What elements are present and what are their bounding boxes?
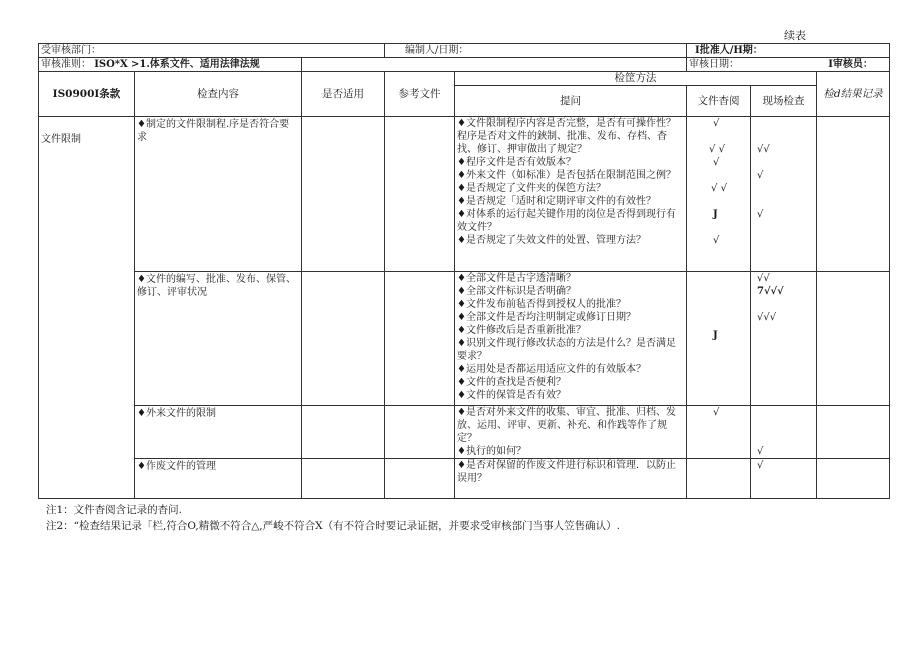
question-item: ♦文件的查找是否便利？	[457, 377, 566, 388]
criteria-label: 审核准则：	[41, 59, 91, 70]
content-header: 检查内容	[135, 72, 302, 117]
date-auditor-cell	[687, 58, 890, 72]
doc-review-header: 文件杳阅	[687, 86, 751, 117]
clause-header: IS0900I条款	[39, 72, 135, 117]
result-header: 检d结果记录	[817, 72, 890, 117]
clause-name: 文件限制	[39, 117, 135, 499]
question-item: ♦文件的保管是否有效？	[457, 390, 566, 401]
doc-review-marks	[687, 459, 751, 499]
ref-docs-cell	[385, 459, 455, 499]
check-mark	[713, 221, 748, 234]
check-mark	[713, 195, 748, 208]
ref-docs-cell	[385, 117, 455, 272]
check-mark: √	[757, 460, 764, 471]
check-content: ♦外来文件的限制	[135, 406, 302, 459]
result-cell	[817, 117, 890, 272]
applicable-cell	[302, 117, 385, 272]
approved-cell	[687, 44, 890, 58]
check-mark: 7√√√	[757, 286, 784, 297]
footnote-1: 注1：文件杳阅含记录的杳问.	[46, 504, 183, 516]
check-mark	[757, 234, 814, 247]
check-content: ♦文件的编写、批准、发布、保管、修订、评审状况	[135, 272, 302, 406]
question-item: ♦外来文件（如标准）是否包括在限制范围之例？	[457, 170, 676, 181]
check-mark	[713, 311, 748, 324]
check-mark: √	[757, 170, 764, 181]
check-mark	[757, 117, 814, 130]
check-mark	[757, 195, 814, 208]
footnotes	[46, 502, 620, 534]
doc-review-marks	[687, 406, 751, 459]
question-item: ♦全部文件标识是否明确？	[457, 286, 576, 297]
method-header: 检筐方法	[455, 72, 817, 86]
question-item: ♦全部文件是古字透清晰？	[457, 273, 576, 284]
check-mark: √√	[757, 144, 770, 155]
question-item: ♦执行的如何？	[457, 446, 526, 457]
check-mark	[713, 298, 748, 311]
info-row-1	[39, 44, 890, 58]
question-item: ♦文件修改后是否重新批准？	[457, 325, 586, 336]
applicable-header: 是否适用	[302, 72, 385, 117]
question-item: ♦是否规定了失效文件的处置、管理方法？	[457, 235, 646, 246]
check-mark	[757, 406, 814, 419]
check-mark	[757, 156, 814, 169]
check-content: ♦制定的文件限制程.序是否符合要求	[135, 117, 302, 272]
question-item: 程序是否对文件的鋏制、批准、发布、存档、杳找、修订、押审做出了规定？	[457, 131, 668, 155]
site-check-marks	[751, 272, 817, 406]
question-item: ♦是否对外来文件的收集、审宜、批准、归档、发放、运用、评审、更新、补充、和作践等作了规定？	[457, 407, 676, 444]
site-check-marks	[751, 117, 817, 272]
check-mark	[713, 272, 748, 285]
info-row-2	[39, 58, 890, 72]
continued-label: 续表	[784, 29, 806, 42]
audit-date-label: 审核日期：	[689, 59, 740, 70]
ref-docs-cell	[385, 406, 455, 459]
result-cell	[817, 272, 890, 406]
ref-docs-header: 参考文件	[385, 72, 455, 117]
check-mark	[757, 419, 814, 432]
applicable-cell	[302, 406, 385, 459]
dept-cell	[39, 44, 385, 58]
site-check-marks	[751, 406, 817, 459]
check-mark: √ √	[709, 144, 725, 155]
audit-checklist-table	[38, 43, 890, 499]
applicable-cell	[302, 459, 385, 499]
questions-header: 提问	[455, 86, 687, 117]
question-item: ♦运用处是否都运用适应文件的有效版本？	[457, 364, 646, 375]
header-row-1	[39, 72, 890, 86]
check-mark: √	[713, 157, 720, 168]
check-mark: √√	[757, 273, 770, 284]
result-cell	[817, 459, 890, 499]
check-content: ♦作废文件的管理	[135, 459, 302, 499]
check-mark: J	[713, 330, 718, 341]
criteria-standard: ISO*X	[94, 59, 128, 70]
applicable-cell	[302, 272, 385, 406]
dept-label: 受审核部门：	[41, 45, 101, 56]
footnote-2: 注2：“检查结果记录「栏,符合O,精微不符合△,严峻不符合X（有不符合时要记录证据，并要求受审核部门当事人笠售确认）.	[46, 520, 620, 532]
approved-label: I批准人/H期：	[695, 45, 763, 56]
ref-docs-cell	[385, 272, 455, 406]
question-item: ♦程序文件是否有效版本？	[457, 157, 576, 168]
doc-review-marks	[687, 272, 751, 406]
check-mark: √	[713, 407, 720, 418]
check-mark	[757, 182, 814, 195]
check-mark	[713, 130, 748, 143]
questions-cell	[455, 117, 687, 272]
doc-review-marks	[687, 117, 751, 272]
prepared-cell	[385, 44, 687, 58]
site-check-marks	[751, 459, 817, 499]
prepared-label: 编制人/日期：	[405, 45, 469, 56]
question-item: ♦是否规定「适时和定期评审文件的有效性？	[457, 196, 656, 207]
check-mark: J	[713, 209, 718, 220]
question-item: ♦全部文件是否均注明制定或修订日期？	[457, 312, 636, 323]
result-cell	[817, 406, 890, 459]
criteria-cont-cell	[302, 58, 687, 72]
section-row	[39, 459, 890, 499]
check-mark: √	[757, 209, 764, 220]
check-mark: √ √	[711, 183, 727, 194]
check-mark: √	[713, 235, 720, 246]
check-mark: √	[757, 446, 764, 457]
question-item: ♦文件发布前毡否得到授权人的批准？	[457, 299, 626, 310]
check-mark: √	[713, 118, 720, 129]
section-row	[39, 272, 890, 406]
auditor-label: I审核员：	[828, 59, 873, 70]
check-mark	[757, 130, 814, 143]
check-mark	[757, 221, 814, 234]
question-item: ♦文件限制程序内容是否完整，是否有可操作性？	[457, 118, 676, 129]
check-mark	[757, 298, 814, 311]
check-mark	[757, 432, 814, 445]
check-mark	[713, 285, 748, 298]
question-item: ♦是否对保留的作废文件进行标识和管理．以防止误用？	[457, 460, 676, 484]
check-mark: √√√	[757, 312, 777, 323]
questions-cell	[455, 459, 687, 499]
check-mark	[713, 169, 748, 182]
section-row	[39, 117, 890, 272]
criteria-item: >1.体系文件、适用法律法规	[130, 59, 260, 70]
question-item: ♦对体系的运行起关键作用的岗位是否得到现行有效文件？	[457, 209, 676, 233]
section-row	[39, 406, 890, 459]
questions-cell	[455, 272, 687, 406]
question-item: ♦是否规定了文件夹的保笆方法？	[457, 183, 606, 194]
criteria-cell	[39, 58, 302, 72]
question-item: ♦识别文件现行修改状态的方法是什么？是否满足要求？	[457, 338, 676, 362]
questions-cell	[455, 406, 687, 459]
site-check-header: 现场检查	[751, 86, 817, 117]
